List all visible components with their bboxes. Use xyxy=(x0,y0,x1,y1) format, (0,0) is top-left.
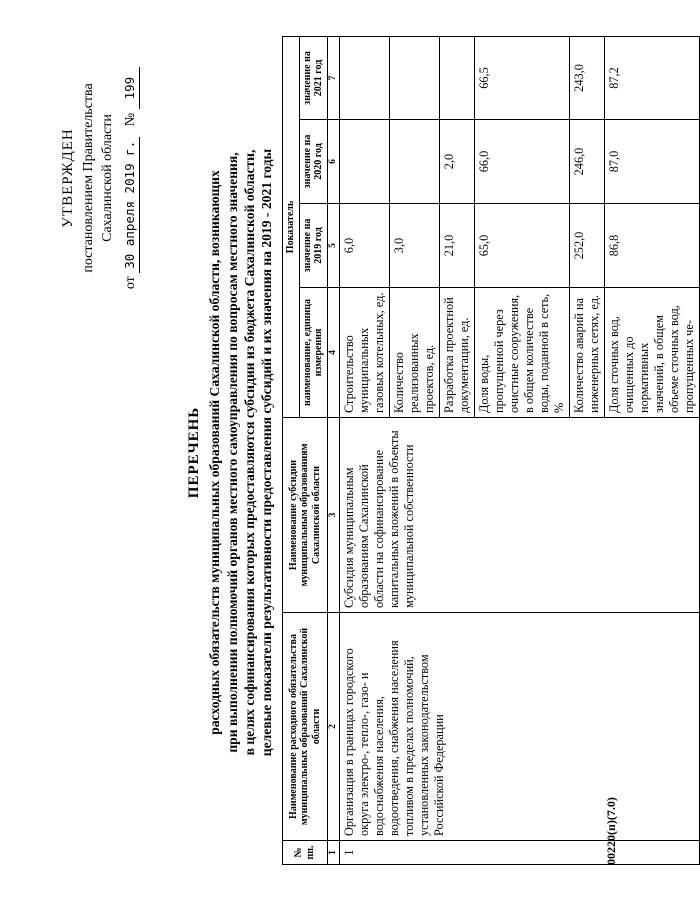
title-line-1: расходных обязательств муниципальных образований Сахалинской области, возникающих xyxy=(207,170,223,735)
title-line-3: в целях софинансирования которых предоставляются субсидии из бюджета Сахалинской области, xyxy=(241,149,257,756)
approval-from-label: от xyxy=(123,276,139,290)
header-num: № пп. xyxy=(283,841,328,865)
header-row-1 xyxy=(283,36,300,864)
indicator-value-2020: 87,0 xyxy=(605,120,700,204)
indicator-value-2021 xyxy=(340,36,390,119)
document-title: ПЕРЕЧЕНЬ xyxy=(186,406,202,499)
approval-date: 30 апреля 2019 г. xyxy=(122,137,140,273)
approval-line-2: Сахалинской области xyxy=(100,114,116,242)
indicator-value-2021 xyxy=(440,36,475,119)
indicator-name: Доля сточных вод, очищенных до нормативных значений, в общем объеме сточных вод, пропущенных че- xyxy=(605,288,700,418)
obligations-table xyxy=(282,36,700,865)
indicator-value-2020: 2,0 xyxy=(440,120,475,204)
obligation-cell: Организация в границах городского округа электро-, тепло-, газо- и водоснабжения населения, водоотведения, снабжения населения топливом в пределах полномочий, установленных законодательством Российской Федерации xyxy=(340,613,700,841)
indicator-value-2021: 66,5 xyxy=(475,36,570,119)
header-indicator-group: Показатель xyxy=(283,36,300,417)
indicator-value-2019: 3,0 xyxy=(390,204,440,288)
header-obligation: Наименование расходного обязательства муниципальных образований Сахалинской области xyxy=(283,613,328,841)
indicator-name: Строительство муниципальных газовых котельных, ед. xyxy=(340,288,390,418)
indicator-value-2020 xyxy=(340,120,390,204)
approval-line-1: постановлением Правительства xyxy=(81,83,97,273)
column-number: 1 xyxy=(327,841,340,865)
column-number: 2 xyxy=(327,613,340,841)
document-code: 00220(п)(7.0) xyxy=(604,797,618,865)
column-number-row xyxy=(327,36,340,864)
indicator-value-2020: 246,0 xyxy=(570,120,605,204)
row-number: 1 xyxy=(340,841,700,865)
indicator-value-2020 xyxy=(390,120,440,204)
column-number: 5 xyxy=(327,204,340,288)
subsidy-cell: Субсидия муниципальным образованиям Сахалинской области на софинансирование капитальных вложений в объекты муниципальной собственности xyxy=(340,418,700,613)
table-row xyxy=(340,36,390,864)
title-line-2: при выполнении полномочий органов местного самоуправления по вопросам местного значения, xyxy=(224,152,240,753)
column-number: 7 xyxy=(327,36,340,119)
indicator-value-2019: 65,0 xyxy=(475,204,570,288)
approval-number-label: № xyxy=(123,112,139,127)
indicator-name: Количество аварий на инженерных сетях, ед. xyxy=(570,288,605,418)
indicator-value-2019: 6,0 xyxy=(340,204,390,288)
title-line-4: целевые показатели результативности предоставления субсидий и их значения на 2019 - 2021 годы xyxy=(259,148,275,757)
header-value-2021: значение на 2021 год xyxy=(299,36,327,119)
indicator-name: Разработка проектной документации, ед. xyxy=(440,288,475,418)
indicator-value-2021: 87,2 xyxy=(605,36,700,119)
column-number: 3 xyxy=(327,418,340,613)
header-indicator-name: наименование, единица измерения xyxy=(299,288,327,418)
approval-number: 199 xyxy=(122,67,140,110)
indicator-value-2021 xyxy=(390,36,440,119)
indicator-value-2019: 86,8 xyxy=(605,204,700,288)
header-value-2020: значение на 2020 год xyxy=(299,120,327,204)
column-number: 4 xyxy=(327,288,340,418)
document-title-block xyxy=(185,30,276,875)
header-subsidy: Наименование субсидии муниципальным образованиям Сахалинской области xyxy=(283,418,328,613)
indicator-value-2019: 21,0 xyxy=(440,204,475,288)
indicator-name: Количество реализованных проектов, ед. xyxy=(390,288,440,418)
indicator-value-2019: 252,0 xyxy=(570,204,605,288)
approval-dateline xyxy=(122,48,141,308)
header-value-2019: значение на 2019 год xyxy=(299,204,327,288)
indicator-name: Доля воды, пропущенной через очистные сооружения, в общем количестве воды, поданной в сеть, % xyxy=(475,288,570,418)
approval-heading: УТВЕРЖДЕН xyxy=(60,128,76,228)
column-number: 6 xyxy=(327,120,340,204)
indicator-value-2021: 243,0 xyxy=(570,36,605,119)
approval-stamp xyxy=(58,48,141,308)
indicator-value-2020: 66,0 xyxy=(475,120,570,204)
